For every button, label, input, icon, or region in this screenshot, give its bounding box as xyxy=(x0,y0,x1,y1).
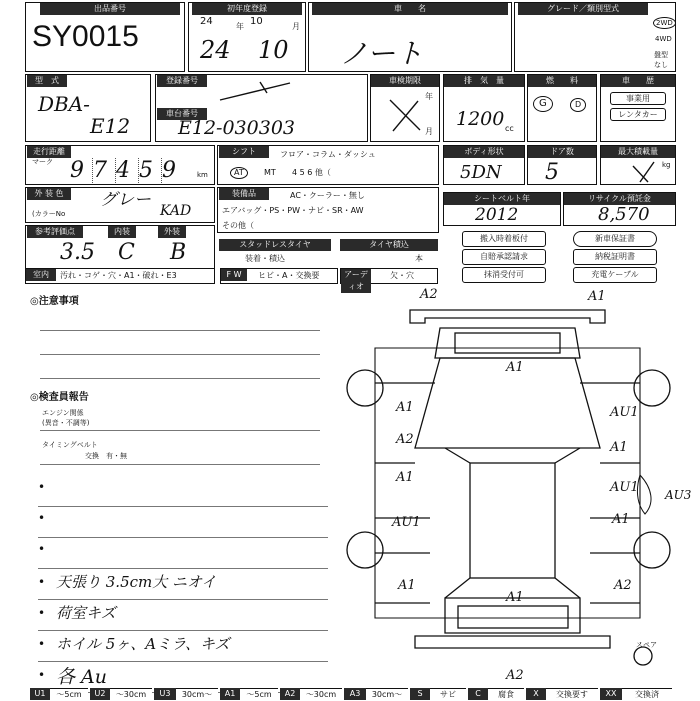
legend-key: X xyxy=(526,688,546,700)
bullet-item: • xyxy=(38,507,328,538)
damage-mark: A2 xyxy=(506,668,524,683)
inspection-year-unit: 年 xyxy=(425,92,433,101)
chassis-number-value: E12-030303 xyxy=(178,117,295,139)
legend-key: A1 xyxy=(220,688,240,700)
tire-label: タイヤ積込 xyxy=(340,239,438,251)
shift-speeds: 4 5 6 他（ xyxy=(292,168,331,177)
color-code: KAD xyxy=(160,203,192,219)
doc-item: 新車保証書 xyxy=(573,231,657,247)
room-label: 室内 xyxy=(26,269,56,281)
damage-mark: A1 xyxy=(398,578,416,593)
recycle-label: リサイクル預託金 xyxy=(564,193,675,205)
exterior-label: 外装 xyxy=(158,226,186,238)
reg-month-printed: 10 xyxy=(250,16,263,27)
history-rental: レンタカー xyxy=(610,108,666,121)
equipment-other: その他（ xyxy=(222,221,254,230)
legend-value: 30cm〜 xyxy=(176,688,218,700)
doc-item: 充電ケーブル xyxy=(573,267,657,283)
displacement-value: 1200 xyxy=(456,108,505,130)
reg-month-handwritten: 10 xyxy=(258,36,289,64)
mileage-digit: 9 xyxy=(162,158,176,183)
legend-value: 〜30cm xyxy=(300,688,342,700)
fuel-diesel: D xyxy=(570,98,586,112)
equipment-label: 装備品 xyxy=(219,188,269,200)
displacement-unit: cc xyxy=(505,124,514,133)
legend-key: U1 xyxy=(30,688,50,700)
exterior-value: B xyxy=(170,240,187,265)
legend-key: S xyxy=(410,688,430,700)
fw-label: F W xyxy=(221,269,247,281)
fuel-gasoline: G xyxy=(533,96,553,112)
mileage-unit: km xyxy=(197,171,208,179)
fw-options: ヒビ・A・交換要 xyxy=(258,271,320,280)
bullet-text: 各 Au xyxy=(56,666,107,688)
engine-sub: (異音・不調等) xyxy=(42,419,90,427)
lot-number-label: 出品番号 xyxy=(40,3,180,15)
damage-mark: A2 xyxy=(420,287,438,302)
legend-key: U3 xyxy=(154,688,176,700)
model-value-1: DBA- xyxy=(38,92,90,116)
bullet-text: 荷室キズ xyxy=(56,604,116,622)
interior-label: 内装 xyxy=(108,226,136,238)
car-name-label: 車 名 xyxy=(312,3,508,15)
legend-value: 〜5cm xyxy=(240,688,278,700)
legend-value: 〜5cm xyxy=(50,688,88,700)
interior-value: C xyxy=(118,240,135,265)
bullet-text: 天張り 3.5cm大 ニオイ xyxy=(56,573,217,591)
car-name-value: ノート xyxy=(340,37,424,70)
inspection-strike xyxy=(385,95,425,135)
inspector-title: ◎検査員報告 xyxy=(30,392,89,403)
timing-options: 交換 有・無 xyxy=(85,452,127,460)
damage-mark: A1 xyxy=(588,289,606,304)
damage-mark: AU1 xyxy=(610,405,639,420)
history-commercial: 事業用 xyxy=(610,92,666,105)
fuel-label: 燃 料 xyxy=(528,75,596,87)
damage-mark: AU3 xyxy=(665,488,692,502)
legend-value: 腐食 xyxy=(488,688,524,700)
doc-item: 抹消受付可 xyxy=(462,267,546,283)
registration-number-label: 登録番号 xyxy=(157,75,207,87)
engine-line xyxy=(40,430,320,431)
caution-title: ◎注意事項 xyxy=(30,296,79,307)
seatbelt-value: 2012 xyxy=(475,205,519,225)
bullet-item: • 各 Au xyxy=(38,662,328,693)
legend-value: 交換済 xyxy=(622,688,672,700)
reg-month-unit: 月 xyxy=(292,22,300,31)
bullet-item: • 荷室キズ xyxy=(38,600,328,631)
damage-mark: A1 xyxy=(506,360,524,375)
bullet-text: ホイル 5ヶ、Aミラ、キズ xyxy=(56,635,230,653)
bullet-item: • xyxy=(38,476,328,507)
timing-line xyxy=(40,464,320,465)
seatbelt-label: シートベルト年 xyxy=(444,193,560,205)
inspection-label: 車検期限 xyxy=(371,75,439,87)
legend-key: XX xyxy=(600,688,622,700)
legend-value: 交換要す xyxy=(546,688,598,700)
car-diagram xyxy=(340,288,700,688)
spare-label: スペア xyxy=(636,641,657,649)
aerial-label: アーディオ xyxy=(341,269,371,293)
registration-strike xyxy=(215,78,295,104)
damage-mark: A1 xyxy=(612,512,630,527)
lot-number-value: SY0015 xyxy=(32,20,139,53)
model-label: 型 式 xyxy=(27,75,67,87)
color-label: 外 装 色 xyxy=(27,188,71,200)
bullet-item: • 天張り 3.5cm大 ニオイ xyxy=(38,569,328,600)
mileage-digit: 4 xyxy=(116,158,139,183)
capacity-unit: kg xyxy=(662,161,671,169)
reg-year-unit: 年 xyxy=(236,22,244,31)
shift-at: AT xyxy=(230,167,248,179)
reg-year-handwritten: 24 xyxy=(200,36,231,64)
legend-key: A3 xyxy=(344,688,366,700)
engine-label: エンジン関係 xyxy=(42,409,84,417)
timing-label: タイミングベルト xyxy=(42,441,98,449)
caution-line xyxy=(40,378,320,379)
shift-mt: MT xyxy=(264,168,276,177)
drive-none: 盤型なし xyxy=(654,51,668,69)
body-label: ボディ形状 xyxy=(444,146,524,158)
caution-line xyxy=(40,354,320,355)
score-value: 3.5 xyxy=(60,240,95,265)
damage-mark: A1 xyxy=(396,470,414,485)
equipment-line-2: エアバッグ・PS・PW・ナビ・SR・AW xyxy=(222,206,364,215)
shift-options: フロア・コラム・ダッシュ xyxy=(280,150,376,159)
history-label: 車 歴 xyxy=(601,75,675,87)
model-value-2: E12 xyxy=(90,114,131,138)
mileage-digit: 5 xyxy=(139,158,162,183)
mileage-label: 走行距離 xyxy=(27,146,71,158)
doors-label: ドア数 xyxy=(528,146,596,158)
grade-label: グレード／類別型式 xyxy=(518,3,648,15)
score-label: 参考評価点 xyxy=(27,226,83,238)
color-value: グレー xyxy=(100,190,151,210)
displacement-label: 排 気 量 xyxy=(444,75,524,87)
mileage-digit: 9 xyxy=(70,158,93,183)
bullet-list xyxy=(38,476,328,693)
mileage-digit: 7 xyxy=(93,158,116,183)
legend-value: 30cm〜 xyxy=(366,688,408,700)
damage-mark: AU1 xyxy=(392,515,421,530)
tire-unit: 本 xyxy=(415,254,423,263)
doc-item: 納税証明書 xyxy=(573,249,657,265)
shift-label: シフト xyxy=(219,146,269,158)
studless-options: 装着・積込 xyxy=(245,254,285,263)
damage-mark: AU1 xyxy=(610,480,639,495)
legend-key: A2 xyxy=(280,688,300,700)
color-number-label: (カラーNo xyxy=(32,210,66,218)
room-options: 汚れ・コゲ・穴・A1・破れ・E3 xyxy=(60,271,177,280)
mileage-mark-label: マーク xyxy=(32,158,53,166)
legend-key: C xyxy=(468,688,488,700)
damage-mark: A2 xyxy=(396,432,414,447)
doc-item: 搬入時着板付 xyxy=(462,231,546,247)
capacity-strike xyxy=(630,160,660,184)
drive-2wd: 2WD xyxy=(653,17,676,29)
mileage-digits xyxy=(70,158,184,183)
bullet-item: • ホイル 5ヶ、Aミラ、キズ xyxy=(38,631,328,662)
legend-value: 〜30cm xyxy=(110,688,152,700)
equipment-line-1: AC・クーラー・無し xyxy=(290,191,365,200)
bullet-item: • xyxy=(38,538,328,569)
recycle-value: 8,570 xyxy=(598,204,650,225)
reg-era-printed: 24 xyxy=(200,16,213,27)
legend-value: サビ xyxy=(430,688,466,700)
capacity-label: 最大積載量 xyxy=(601,146,675,158)
inspection-month-unit: 月 xyxy=(425,127,433,136)
drive-4wd: 4WD xyxy=(655,35,672,43)
first-registration-label: 初年度登録 xyxy=(192,3,302,15)
doc-item: 自賠承認請求 xyxy=(462,249,546,265)
damage-mark: A2 xyxy=(614,578,632,593)
doors-value: 5 xyxy=(545,160,559,185)
body-value: 5DN xyxy=(460,162,502,183)
studless-label: スタッドレスタイヤ xyxy=(219,239,331,251)
aerial-options: 欠・穴 xyxy=(390,271,414,280)
damage-mark: A1 xyxy=(396,400,414,415)
legend-key: U2 xyxy=(90,688,110,700)
chassis-number-label: 車台番号 xyxy=(157,108,207,120)
damage-mark: A1 xyxy=(506,590,524,605)
caution-line xyxy=(40,330,320,331)
damage-mark: A1 xyxy=(610,440,628,455)
